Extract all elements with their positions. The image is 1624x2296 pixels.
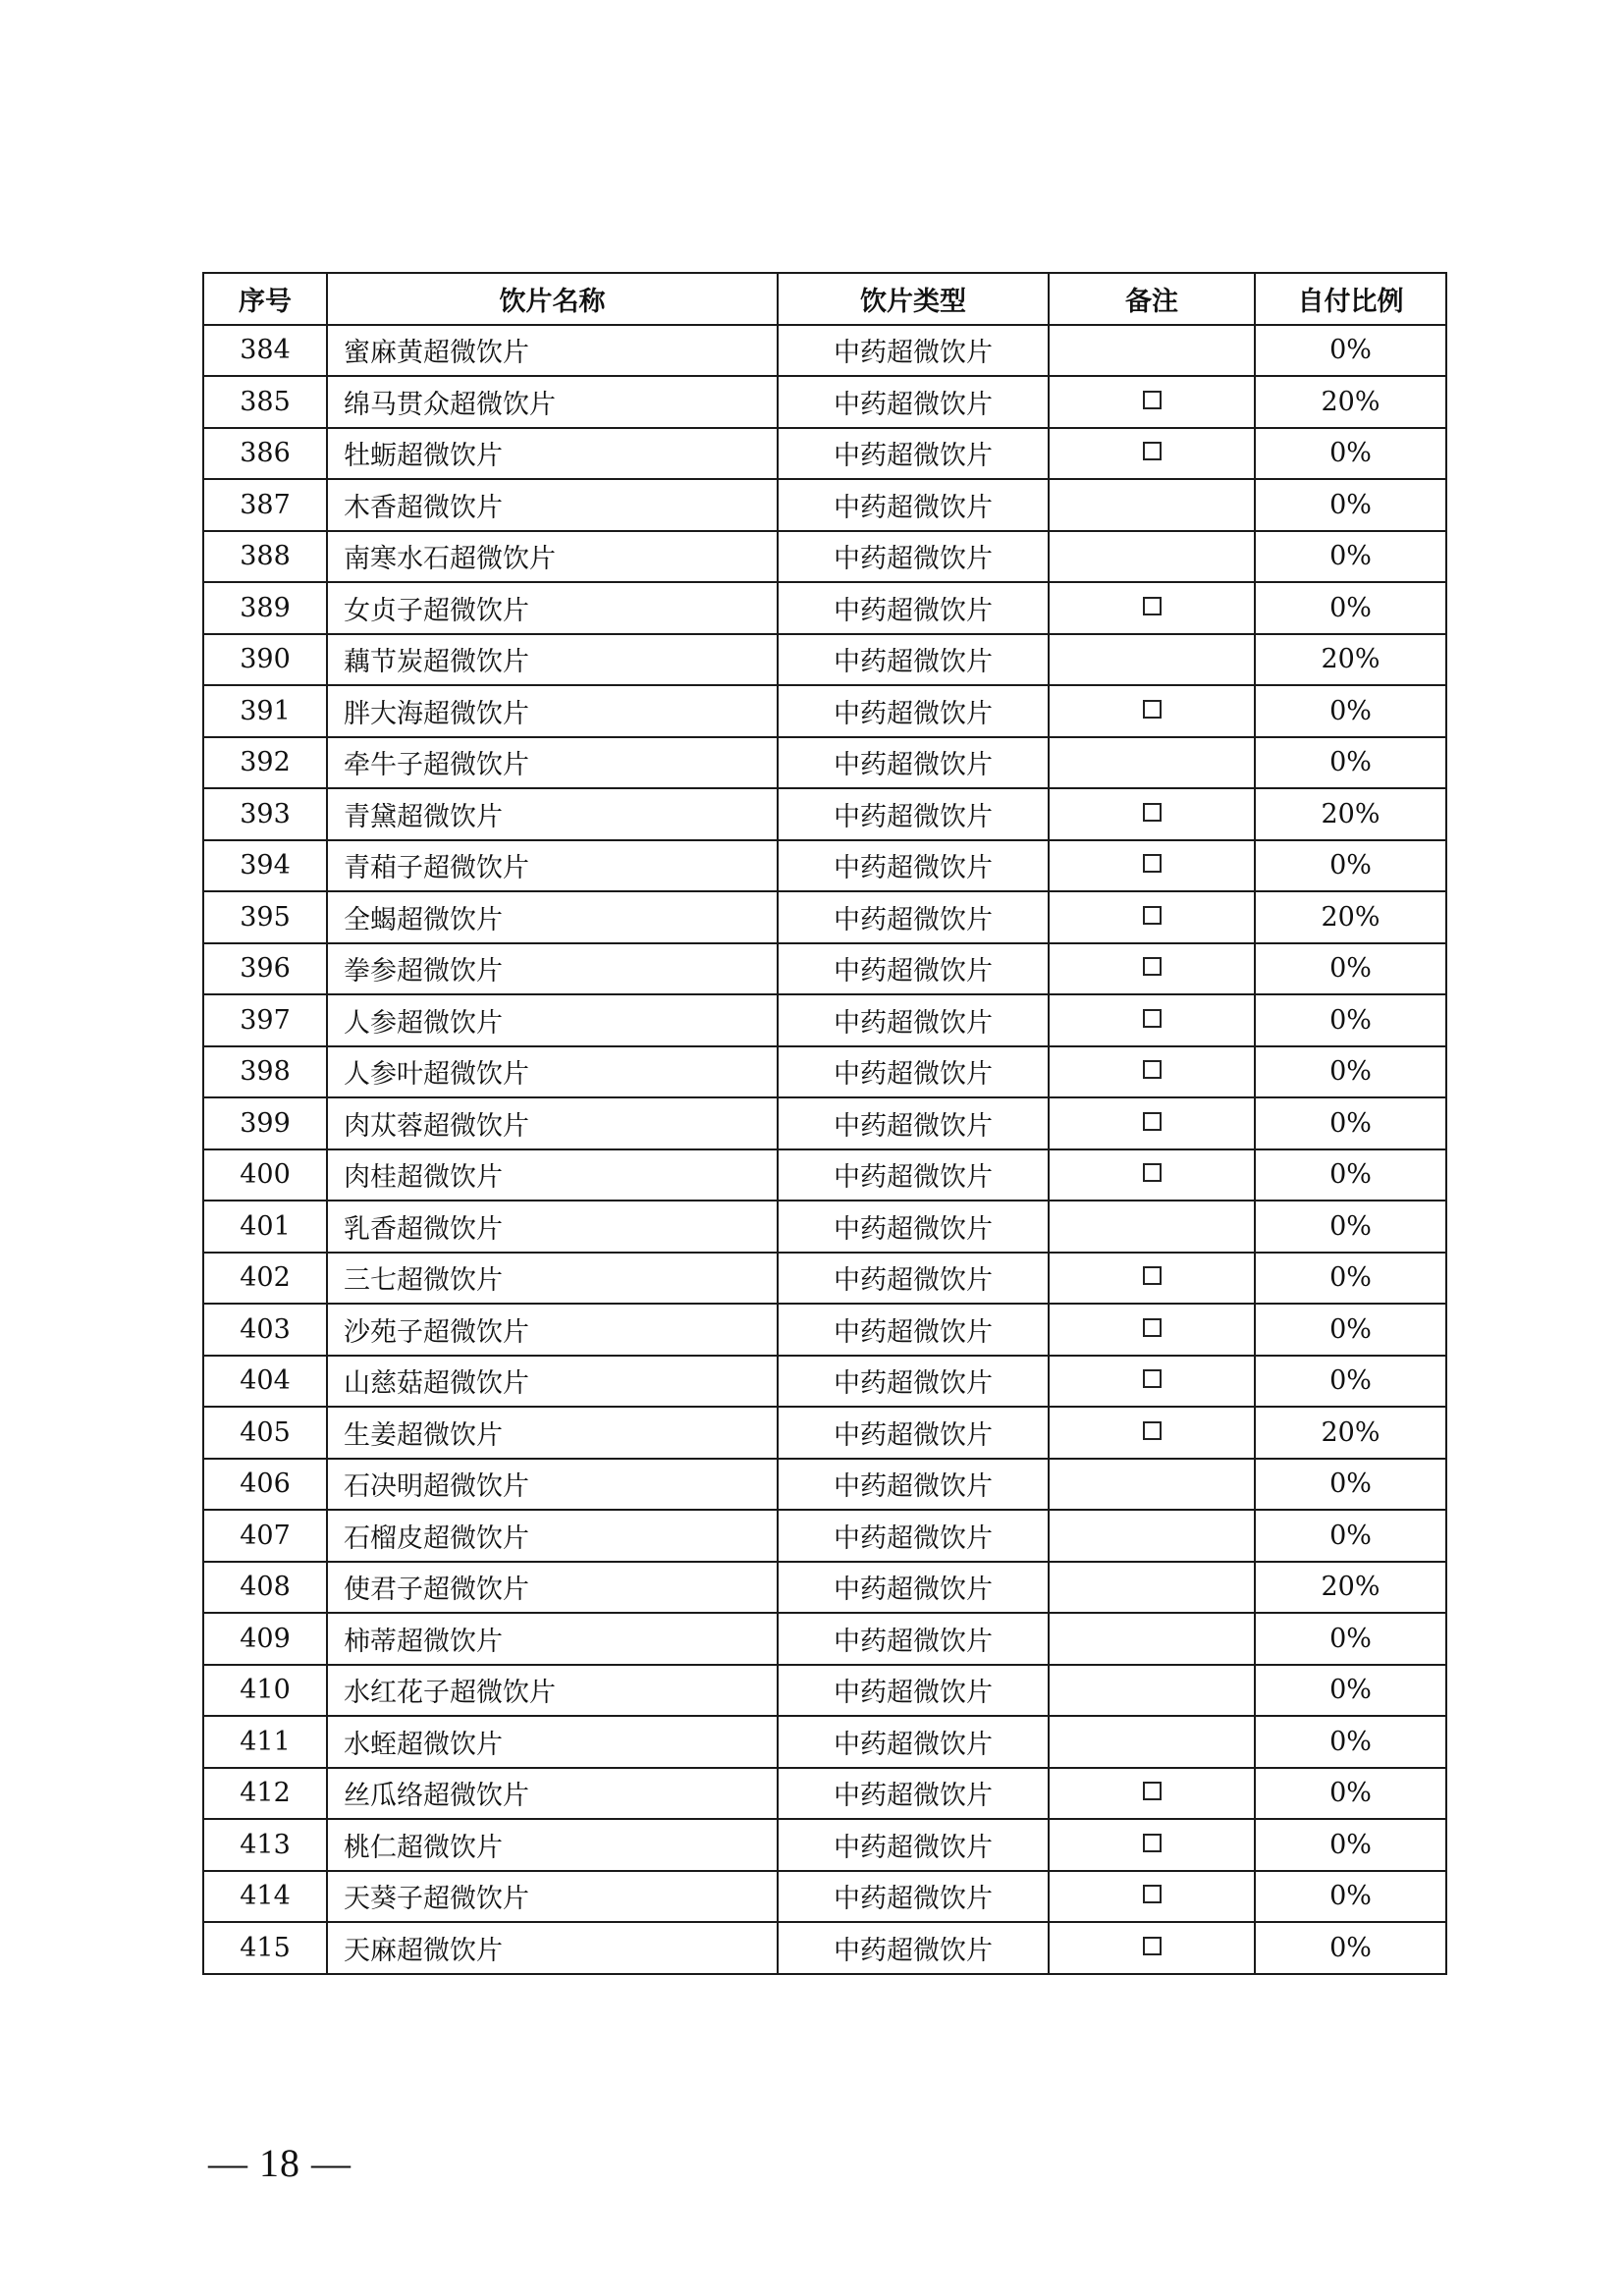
checkbox-icon[interactable] [1143,700,1162,719]
cell-remark [1049,1046,1255,1098]
cell-type: 中药超微饮片 [778,1871,1049,1923]
cell-type: 中药超微饮片 [778,376,1049,428]
table-row [203,1665,1446,1717]
cell-serial: 415 [203,1922,327,1974]
cell-ratio: 0% [1255,531,1446,583]
cell-serial: 391 [203,685,327,737]
cell-serial: 408 [203,1562,327,1614]
table-row [203,685,1446,737]
cell-name: 使君子超微饮片 [327,1562,778,1614]
table-row [203,1253,1446,1305]
cell-remark [1049,1768,1255,1820]
cell-name: 人参超微饮片 [327,994,778,1046]
cell-remark [1049,1253,1255,1305]
cell-name: 南寒水石超微饮片 [327,531,778,583]
checkbox-icon[interactable] [1143,854,1162,873]
cell-ratio: 0% [1255,582,1446,634]
cell-type: 中药超微饮片 [778,1097,1049,1149]
cell-remark [1049,943,1255,995]
cell-remark [1049,788,1255,840]
cell-remark [1049,840,1255,892]
page-number: — 18 — [208,2141,352,2185]
checkbox-icon[interactable] [1143,1369,1162,1388]
table-row [203,479,1446,531]
cell-serial: 405 [203,1407,327,1459]
cell-name: 生姜超微饮片 [327,1407,778,1459]
table-row [203,1149,1446,1201]
cell-type: 中药超微饮片 [778,891,1049,943]
cell-ratio: 0% [1255,1510,1446,1562]
cell-remark [1049,531,1255,583]
cell-serial: 411 [203,1716,327,1768]
cell-serial: 398 [203,1046,327,1098]
cell-remark [1049,737,1255,789]
cell-type: 中药超微饮片 [778,1046,1049,1098]
cell-type: 中药超微饮片 [778,325,1049,377]
cell-type: 中药超微饮片 [778,1562,1049,1614]
cell-serial: 386 [203,428,327,480]
cell-ratio: 0% [1255,1819,1446,1871]
cell-type: 中药超微饮片 [778,737,1049,789]
checkbox-icon[interactable] [1143,597,1162,615]
cell-serial: 412 [203,1768,327,1820]
cell-type: 中药超微饮片 [778,1149,1049,1201]
header-type: 饮片类型 [778,273,1049,325]
cell-name: 乳香超微饮片 [327,1201,778,1253]
cell-serial: 410 [203,1665,327,1717]
checkbox-icon[interactable] [1143,1060,1162,1079]
cell-ratio: 0% [1255,325,1446,377]
cell-remark [1049,994,1255,1046]
cell-ratio: 0% [1255,428,1446,480]
cell-ratio: 0% [1255,737,1446,789]
cell-serial: 414 [203,1871,327,1923]
cell-serial: 406 [203,1459,327,1511]
table-row [203,891,1446,943]
table-row [203,943,1446,995]
checkbox-icon[interactable] [1143,1421,1162,1440]
drug-list-sheet [202,272,1445,1975]
checkbox-icon[interactable] [1143,803,1162,822]
cell-name: 石榴皮超微饮片 [327,1510,778,1562]
table-row [203,1046,1446,1098]
cell-type: 中药超微饮片 [778,1356,1049,1408]
cell-type: 中药超微饮片 [778,685,1049,737]
cell-type: 中药超微饮片 [778,1768,1049,1820]
cell-name: 拳参超微饮片 [327,943,778,995]
cell-serial: 402 [203,1253,327,1305]
cell-ratio: 0% [1255,1871,1446,1923]
cell-name: 绵马贯众超微饮片 [327,376,778,428]
table-row [203,1510,1446,1562]
cell-ratio: 0% [1255,943,1446,995]
cell-ratio: 0% [1255,994,1446,1046]
cell-serial: 392 [203,737,327,789]
cell-ratio: 0% [1255,1097,1446,1149]
cell-ratio: 20% [1255,891,1446,943]
table-row [203,582,1446,634]
cell-name: 青葙子超微饮片 [327,840,778,892]
drug-table [202,272,1447,1975]
cell-name: 蜜麻黄超微饮片 [327,325,778,377]
cell-name: 牵牛子超微饮片 [327,737,778,789]
cell-type: 中药超微饮片 [778,1922,1049,1974]
cell-remark [1049,479,1255,531]
cell-remark [1049,1613,1255,1665]
cell-type: 中药超微饮片 [778,582,1049,634]
cell-type: 中药超微饮片 [778,1407,1049,1459]
cell-remark [1049,685,1255,737]
cell-remark [1049,325,1255,377]
cell-serial: 397 [203,994,327,1046]
cell-name: 天麻超微饮片 [327,1922,778,1974]
checkbox-icon[interactable] [1143,1937,1162,1955]
table-body [203,325,1446,1974]
cell-ratio: 0% [1255,1253,1446,1305]
table-row [203,1922,1446,1974]
checkbox-icon[interactable] [1143,442,1162,460]
table-row [203,1356,1446,1408]
cell-serial: 393 [203,788,327,840]
cell-serial: 387 [203,479,327,531]
cell-remark [1049,1510,1255,1562]
cell-serial: 395 [203,891,327,943]
cell-ratio: 20% [1255,1407,1446,1459]
checkbox-icon[interactable] [1143,1782,1162,1800]
cell-remark [1049,1356,1255,1408]
cell-serial: 385 [203,376,327,428]
cell-name: 牡蛎超微饮片 [327,428,778,480]
header-remark: 备注 [1049,273,1255,325]
cell-serial: 390 [203,634,327,686]
cell-remark [1049,1871,1255,1923]
cell-type: 中药超微饮片 [778,1201,1049,1253]
table-row [203,1562,1446,1614]
cell-name: 肉桂超微饮片 [327,1149,778,1201]
cell-type: 中药超微饮片 [778,531,1049,583]
checkbox-icon[interactable] [1143,1834,1162,1852]
table-row [203,788,1446,840]
cell-name: 柿蒂超微饮片 [327,1613,778,1665]
table-row [203,531,1446,583]
cell-type: 中药超微饮片 [778,1253,1049,1305]
cell-type: 中药超微饮片 [778,994,1049,1046]
header-serial: 序号 [203,273,327,325]
cell-ratio: 0% [1255,1201,1446,1253]
table-row [203,1871,1446,1923]
cell-type: 中药超微饮片 [778,1304,1049,1356]
cell-remark [1049,1665,1255,1717]
cell-name: 石决明超微饮片 [327,1459,778,1511]
cell-serial: 403 [203,1304,327,1356]
cell-ratio: 20% [1255,376,1446,428]
cell-ratio: 20% [1255,1562,1446,1614]
checkbox-icon[interactable] [1143,1009,1162,1028]
cell-type: 中药超微饮片 [778,1613,1049,1665]
cell-name: 女贞子超微饮片 [327,582,778,634]
cell-ratio: 0% [1255,840,1446,892]
table-row [203,634,1446,686]
checkbox-icon[interactable] [1143,1266,1162,1285]
table-row [203,840,1446,892]
cell-type: 中药超微饮片 [778,1716,1049,1768]
checkbox-icon[interactable] [1143,1318,1162,1337]
cell-remark [1049,582,1255,634]
cell-type: 中药超微饮片 [778,788,1049,840]
cell-name: 天葵子超微饮片 [327,1871,778,1923]
cell-remark [1049,1304,1255,1356]
table-header-row [203,273,1446,325]
cell-type: 中药超微饮片 [778,840,1049,892]
table-row [203,1819,1446,1871]
checkbox-icon[interactable] [1143,391,1162,409]
cell-serial: 396 [203,943,327,995]
cell-remark [1049,1922,1255,1974]
cell-serial: 399 [203,1097,327,1149]
cell-name: 水红花子超微饮片 [327,1665,778,1717]
cell-ratio: 0% [1255,1922,1446,1974]
cell-type: 中药超微饮片 [778,479,1049,531]
cell-remark [1049,1201,1255,1253]
cell-serial: 389 [203,582,327,634]
table-row [203,1613,1446,1665]
cell-serial: 407 [203,1510,327,1562]
table-row [203,325,1446,377]
table-row [203,994,1446,1046]
cell-name: 人参叶超微饮片 [327,1046,778,1098]
cell-serial: 413 [203,1819,327,1871]
table-row [203,1097,1446,1149]
cell-name: 山慈菇超微饮片 [327,1356,778,1408]
cell-ratio: 20% [1255,788,1446,840]
cell-ratio: 0% [1255,1613,1446,1665]
cell-serial: 401 [203,1201,327,1253]
checkbox-icon[interactable] [1143,957,1162,976]
cell-ratio: 0% [1255,479,1446,531]
cell-name: 沙苑子超微饮片 [327,1304,778,1356]
cell-remark [1049,1562,1255,1614]
cell-serial: 384 [203,325,327,377]
cell-name: 肉苁蓉超微饮片 [327,1097,778,1149]
cell-type: 中药超微饮片 [778,1665,1049,1717]
cell-remark [1049,1819,1255,1871]
cell-ratio: 0% [1255,1046,1446,1098]
cell-ratio: 0% [1255,1459,1446,1511]
checkbox-icon[interactable] [1143,1885,1162,1903]
cell-name: 水蛭超微饮片 [327,1716,778,1768]
table-row [203,1407,1446,1459]
table-row [203,428,1446,480]
table-row [203,1768,1446,1820]
cell-remark [1049,1149,1255,1201]
table-row [203,1304,1446,1356]
cell-ratio: 0% [1255,1304,1446,1356]
table-row [203,1201,1446,1253]
cell-name: 桃仁超微饮片 [327,1819,778,1871]
cell-type: 中药超微饮片 [778,943,1049,995]
cell-serial: 388 [203,531,327,583]
cell-type: 中药超微饮片 [778,1819,1049,1871]
table-row [203,1459,1446,1511]
cell-remark [1049,634,1255,686]
table-row [203,737,1446,789]
header-ratio: 自付比例 [1255,273,1446,325]
cell-serial: 404 [203,1356,327,1408]
cell-serial: 394 [203,840,327,892]
checkbox-icon[interactable] [1143,1112,1162,1131]
cell-type: 中药超微饮片 [778,428,1049,480]
cell-name: 胖大海超微饮片 [327,685,778,737]
cell-remark [1049,1097,1255,1149]
cell-type: 中药超微饮片 [778,1459,1049,1511]
cell-ratio: 20% [1255,634,1446,686]
cell-type: 中药超微饮片 [778,1510,1049,1562]
cell-remark [1049,1459,1255,1511]
cell-ratio: 0% [1255,685,1446,737]
cell-ratio: 0% [1255,1356,1446,1408]
checkbox-icon[interactable] [1143,906,1162,925]
cell-ratio: 0% [1255,1665,1446,1717]
cell-remark [1049,1716,1255,1768]
cell-ratio: 0% [1255,1149,1446,1201]
table-row [203,1716,1446,1768]
cell-name: 藕节炭超微饮片 [327,634,778,686]
cell-remark [1049,1407,1255,1459]
cell-remark [1049,376,1255,428]
cell-serial: 409 [203,1613,327,1665]
cell-name: 三七超微饮片 [327,1253,778,1305]
header-name: 饮片名称 [327,273,778,325]
cell-remark [1049,891,1255,943]
cell-ratio: 0% [1255,1768,1446,1820]
table-row [203,376,1446,428]
cell-remark [1049,428,1255,480]
cell-name: 木香超微饮片 [327,479,778,531]
checkbox-icon[interactable] [1143,1163,1162,1182]
cell-serial: 400 [203,1149,327,1201]
cell-name: 青黛超微饮片 [327,788,778,840]
cell-name: 丝瓜络超微饮片 [327,1768,778,1820]
cell-ratio: 0% [1255,1716,1446,1768]
cell-type: 中药超微饮片 [778,634,1049,686]
cell-name: 全蝎超微饮片 [327,891,778,943]
